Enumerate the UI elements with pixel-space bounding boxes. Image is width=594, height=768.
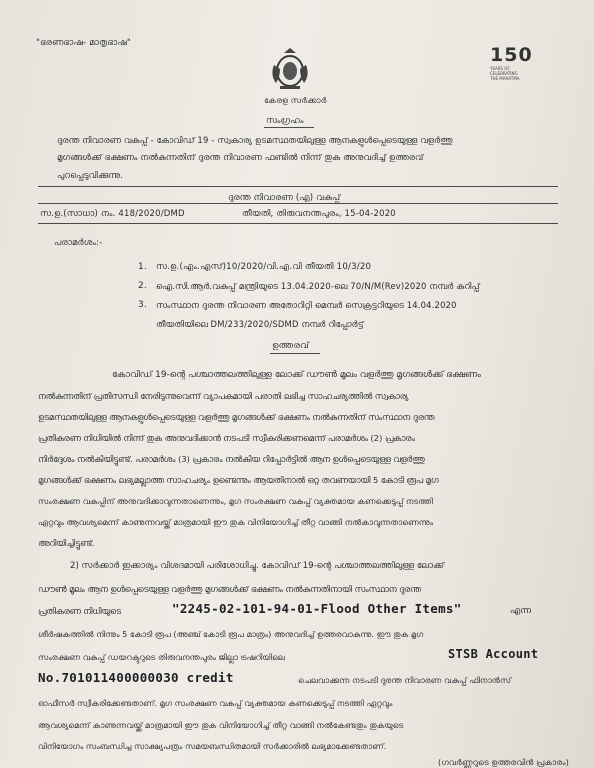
paragraph-line: മൃഗങ്ങൾക്ക് ഭക്ഷണം ലഭ്യമല്ലാത്ത സാഹചര്യം ഉണ്ടെന്നും ആയതിനാൽ ഒറ്റ തവണയായി 5 കോടി രൂപ മൃഗ: [38, 475, 439, 485]
gandhi-150-badge: [490, 44, 546, 88]
paragraph-line: ആവശ്യമെന്ന് കാണുന്നവയ്ക്ക് മാത്രമായി ഈ തുക വിനിയോഗിച്ച് തീറ്റ വാങ്ങി നൽകേണ്ടതും തുകയുടെ: [38, 720, 404, 730]
paragraph-line: 2) സർക്കാർ ഇക്കാര്യം വിശദമായി പരിശോധിച്ചു. കോവിഡ് 19-ന്റെ പശ്ചാത്തലത്തിലുള്ള ലോക്ക്: [70, 561, 445, 571]
paragraph-line: സംരക്ഷണ വകുപ്പിന് അനുവദിക്കാവുന്നതാണെന്നും, മൃഗ സംരക്ഷണ വകുപ്പ് വ്യക്തമായ കണക്കെടുപ്പ് നടത്തി: [38, 496, 434, 506]
order-heading: ഉത്തരവ്: [272, 341, 309, 351]
summary-underline: [264, 127, 314, 128]
department-name: ദുരന്ത നിവാരണ (എ) വകുപ്പ്: [228, 193, 341, 203]
meta-bottom-rule: [38, 223, 558, 224]
account-number: No.701011400000030 credit: [38, 670, 234, 685]
paragraph-line: ഡൗൺ മൂലം ആന ഉൾപ്പെടെയുള്ള വളർത്തു മൃഗങ്ങൾക്ക് ഭക്ഷണം നൽകുന്നതിനായി സംസ്ഥാന ദുരന്ത: [38, 584, 421, 594]
badge-number: 150: [490, 44, 533, 66]
reference-number: 2.: [138, 281, 147, 291]
paragraph-line: ഏറ്റവും ആവശ്യമെന്ന് കാണുന്നവയ്ക്ക് മാത്രമായി ഈ തുക വിനിയോഗിച്ച് തീറ്റ വാങ്ങി നൽകാവുന്നതാണെന്നും: [38, 517, 434, 527]
government-name: കേരള സർക്കാർ: [264, 96, 327, 105]
governor-order-note: (ഗവർണ്ണറുടെ ഉത്തരവിൻ പ്രകാരം): [438, 758, 570, 767]
paragraph-line: അറിയിച്ചിട്ടുണ്ട്.: [38, 538, 95, 548]
reference-text: ഐ.സി.ആർ.വകുപ്പ് മന്ത്രിയുടെ 13.04.2020-ലെ 70/N/M(Rev)2020 നമ്പർ കുറിപ്പ്: [156, 281, 480, 291]
reference-text: സംസ്ഥാന ദുരന്ത നിവാരണ അതോറിറ്റി മെമ്പർ സെക്രട്ടറിയുടെ 14.04.2020: [156, 300, 457, 310]
paragraph-line: കോവിഡ് 19-ന്റെ പശ്ചാത്തലത്തിലുള്ള ലോക്ക് ഡൗൺ മൂലം വളർത്തു മൃഗങ്ങൾക്ക് ഭക്ഷണം: [112, 370, 481, 380]
order-number: സ.ഉ.(സാധാ) നം. 418/2020/DMD: [40, 209, 185, 219]
summary-heading: സംഗ്രഹം: [266, 116, 304, 126]
paragraph-line: നിർദ്ദേശം നൽകിയിട്ടുണ്ട്. പരാമർശം (3) പ്രകാരം നൽകിയ റിപ്പോർട്ടിൽ ആന ഉൾപ്പെടെയുള്ള വളർത്തു: [38, 454, 425, 464]
head-of-account: "2245-02-101-94-01-Flood Other Items": [172, 601, 462, 616]
badge-caption: YEARS OF CELEBRATING THE MAHATMA: [490, 66, 520, 81]
paragraph-line: നൽകുന്നതിന് പ്രതിസന്ധി നേരിടുന്നുവെന്ന് വ്യാപകമായി പരാതി ലഭിച്ച സാഹചര്യത്തിൽ സ്വകാര്യ: [38, 391, 409, 401]
references-heading: പരാമർശം:-: [54, 238, 103, 248]
account-label: STSB Account: [448, 647, 539, 661]
paragraph-line: ചെലവാക്കുന്ന നടപടി ദുരന്ത നിവാരണ വകുപ്പ് ഫിനാൻസ്: [298, 675, 512, 685]
meta-top-rule: [38, 186, 558, 187]
order-heading-underline: [270, 353, 320, 354]
paragraph-line: സംരക്ഷണ വകുപ്പ് ഡയറക്ടറുടെ തിരുവനന്തപുരം ജില്ലാ ട്രഷറിയിലെ: [38, 652, 285, 662]
reference-text: തീയതിയിലെ DM/233/2020/SDMD നമ്പർ റിപ്പോർട്ട്: [156, 319, 364, 329]
state-emblem-icon: [266, 45, 314, 93]
summary-line-2: മൃഗങ്ങൾക്ക് ഭക്ഷണം നൽകുന്നതിന് ദുരന്ത നിവാരണ ഫണ്ടിൽ നിന്ന് തുക അനുവദിച്ച് ഉത്തരവ്: [57, 152, 424, 162]
reference-text: സ.ഉ.(എം.എസ്)10/2020/വി.എ.വി തീയതി 10/3/20: [156, 262, 372, 272]
paragraph-line: വിനിയോഗം സംബന്ധിച്ച സാക്ഷ്യപത്രം സമയബന്ധിതമായി സർക്കാരിൽ ലഭ്യമാക്കേണ്ടതാണ്.: [38, 741, 387, 751]
paragraph-line: പ്രതികരണ നിധിയിൽ നിന്ന് തുക അനുവദിക്കാൻ നടപടി സ്വീകരിക്കണമെന്ന് പരാമർശം (2) പ്രകാരം: [38, 433, 415, 443]
paragraph-line: ശീർഷകത്തിൽ നിന്നും 5 കോടി രൂപ (അഞ്ച് കോടി രൂപ മാത്രം) അനുവദിച്ച് ഉത്തരവാകുന്നു. ഈ തുക മൃഗ: [38, 629, 424, 639]
paragraph-line: ഉടമസ്ഥതയിലുള്ള ആനകളുൾപ്പെടെയുള്ള വളർത്തു മൃഗങ്ങൾക്ക് ഭക്ഷണം നൽകുന്നതിന് സംസ്ഥാന ദുരന്ത: [38, 412, 435, 422]
motto-text: "ഭരണഭാഷ- മാതൃഭാഷ": [36, 38, 131, 48]
head-of-account-suffix: എന്ന: [510, 606, 531, 616]
meta-mid-rule: [38, 203, 558, 204]
paragraph-line: ഓഫീസർ സ്വീകരിക്കേണ്ടതാണ്. മൃഗ സംരക്ഷണ വകുപ്പ് വ്യക്തമായ കണക്കെടുപ്പ് നടത്തി ഏറ്റവും: [38, 698, 393, 708]
summary-line-1: ദുരന്ത നിവാരണ വകുപ്പ് - കോവിഡ് 19 - സ്വകാര്യ ഉടമസ്ഥതയിലുള്ള ആനകളുൾപ്പെടെയുള്ള വളർത്തു: [57, 135, 453, 145]
paragraph-line: പ്രതികരണ നിധിയുടെ: [38, 606, 121, 616]
order-date: തീയതി, തിരുവനന്തപുരം, 15-04-2020: [242, 209, 396, 219]
summary-line-3: പുറപ്പെടുവിക്കുന്നു.: [57, 170, 123, 180]
reference-number: 1.: [138, 262, 147, 272]
reference-number: 3.: [138, 300, 147, 310]
